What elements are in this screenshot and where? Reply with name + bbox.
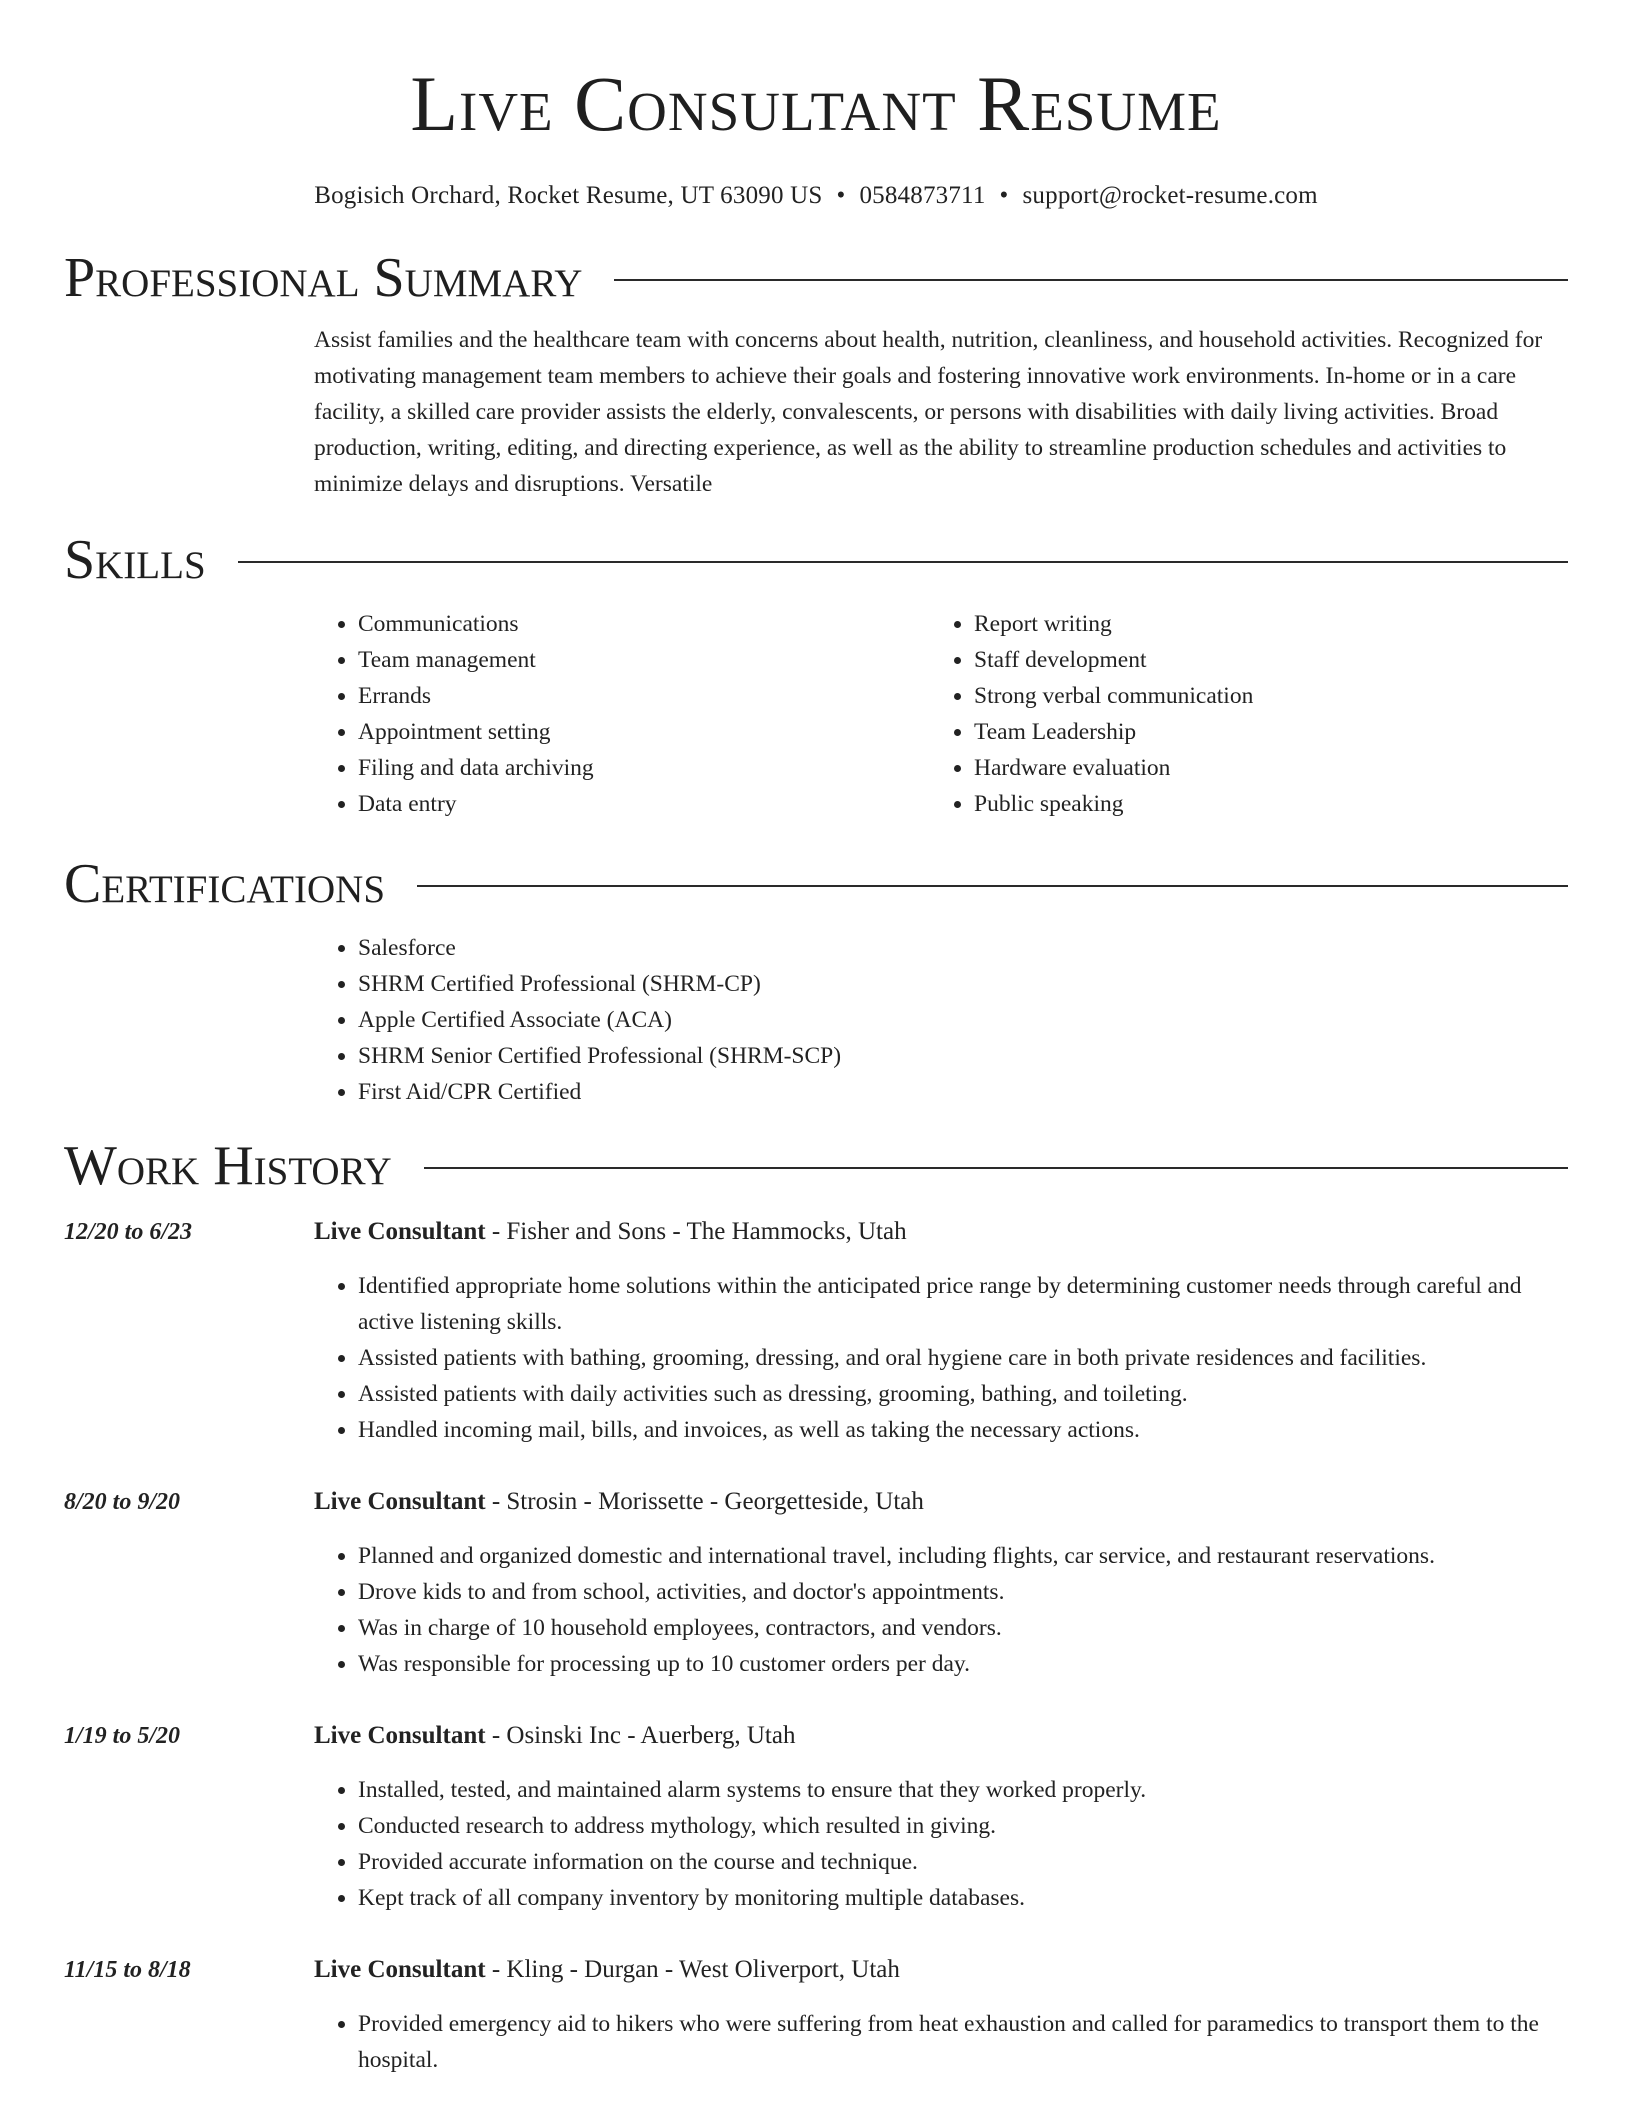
job-company: - Strosin - Morissette - Georgetteside, Utah xyxy=(485,1488,924,1515)
list-item: • SHRM Certified Professional (SHRM-CP) xyxy=(358,966,1568,1002)
list-item: • Identified appropriate home solutions within the anticipated price range by determining customer needs through careful and active listening skills. xyxy=(358,1268,1568,1340)
skills-header xyxy=(64,530,1568,590)
job-entry xyxy=(64,1952,1568,2078)
list-item: • Communications xyxy=(358,606,930,642)
section-divider xyxy=(417,885,1568,887)
list-item: • Filing and data archiving xyxy=(358,750,930,786)
skills-list-right xyxy=(930,606,1546,822)
skills-column-right xyxy=(930,606,1546,822)
list-item: • Handled incoming mail, bills, and invoices, as well as taking the necessary actions. xyxy=(358,1412,1568,1448)
job-heading xyxy=(314,1952,1568,1988)
contact-line xyxy=(0,180,1632,212)
work-section xyxy=(64,1136,1568,2078)
job-role: Live Consultant xyxy=(314,1956,486,1983)
job-dates: 8/20 to 9/20 xyxy=(64,1489,181,1515)
list-item: • Appointment setting xyxy=(358,714,930,750)
list-item: • Public speaking xyxy=(974,786,1546,822)
certifications-header xyxy=(64,854,1568,914)
job-bullets xyxy=(314,1772,1568,1916)
job-bullets xyxy=(314,1538,1568,1682)
list-item: • Team management xyxy=(358,642,930,678)
list-item: • Planned and organized domestic and international travel, including flights, car service, and restaurant reservations. xyxy=(358,1538,1568,1574)
list-item: • Salesforce xyxy=(358,930,1568,966)
job-heading xyxy=(314,1484,1568,1520)
list-item: • Strong verbal communication xyxy=(974,678,1546,714)
list-item: • Provided emergency aid to hikers who were suffering from heat exhaustion and called for paramedics to transport them to the hospital. xyxy=(358,2006,1568,2078)
summary-header xyxy=(64,248,1568,308)
summary-text: Assist families and the healthcare team with concerns about health, nutrition, cleanliness, and household activities. Recognized for motivating management team members to achieve their goals and fostering innovative work environments. In-home or in a care facility, a skilled care provider assists the elderly, convalescents, or persons with disabilities with daily living activities. Broad production, writing, editing, and directing experience, as well as the ability to streamline production schedules and activities to minimize delays and disruptions. Versatile xyxy=(314,327,1543,497)
job-role: Live Consultant xyxy=(314,1488,486,1515)
summary-content xyxy=(314,322,1568,502)
list-item: • Apple Certified Associate (ACA) xyxy=(358,1002,1568,1038)
job-body xyxy=(314,1214,1568,1448)
list-item: • Assisted patients with daily activities such as dressing, grooming, bathing, and toileting. xyxy=(358,1376,1568,1412)
certifications-list xyxy=(314,930,1568,1110)
job-company: - Fisher and Sons - The Hammocks, Utah xyxy=(485,1218,907,1245)
list-item: • Kept track of all company inventory by monitoring multiple databases. xyxy=(358,1880,1568,1916)
list-item: • Errands xyxy=(358,678,930,714)
summary-section xyxy=(64,248,1568,502)
job-dates: 12/20 to 6/23 xyxy=(64,1219,193,1245)
skills-heading: Skills xyxy=(64,529,206,591)
section-divider xyxy=(614,279,1568,281)
job-body xyxy=(314,1718,1568,1916)
list-item: • First Aid/CPR Certified xyxy=(358,1074,1568,1110)
certifications-section xyxy=(64,854,1568,1110)
skills-column-left xyxy=(314,606,930,822)
section-divider xyxy=(424,1167,1568,1169)
job-entry xyxy=(64,1484,1568,1682)
list-item: • Assisted patients with bathing, grooming, dressing, and oral hygiene care in both private residences and facilities. xyxy=(358,1340,1568,1376)
job-bullets xyxy=(314,1268,1568,1448)
list-item: • Conducted research to address mythology, which resulted in giving. xyxy=(358,1808,1568,1844)
skills-list-left xyxy=(314,606,930,822)
job-role: Live Consultant xyxy=(314,1218,486,1245)
skills-grid xyxy=(314,606,1568,822)
list-item: • Data entry xyxy=(358,786,930,822)
list-item: • Installed, tested, and maintained alarm systems to ensure that they worked properly. xyxy=(358,1772,1568,1808)
list-item: • Was in charge of 10 household employees, contractors, and vendors. xyxy=(358,1610,1568,1646)
job-heading xyxy=(314,1718,1568,1754)
contact-separator: • xyxy=(836,182,846,209)
job-bullets xyxy=(314,2006,1568,2078)
list-item: • Staff development xyxy=(974,642,1546,678)
job-company: - Osinski Inc - Auerberg, Utah xyxy=(485,1722,796,1749)
job-entry xyxy=(64,1718,1568,1916)
job-body xyxy=(314,1952,1568,2078)
list-item: • Team Leadership xyxy=(974,714,1546,750)
certifications-content xyxy=(314,930,1568,1110)
list-item: • Was responsible for processing up to 10 customer orders per day. xyxy=(358,1646,1568,1682)
list-item: • Provided accurate information on the course and technique. xyxy=(358,1844,1568,1880)
job-dates: 1/19 to 5/20 xyxy=(64,1723,181,1749)
contact-phone: 0584873711 xyxy=(859,182,986,209)
job-entry xyxy=(64,1214,1568,1448)
section-divider xyxy=(238,561,1568,563)
contact-address: Bogisich Orchard, Rocket Resume, UT 63090 US xyxy=(314,182,823,209)
page-title: Live Consultant Resume xyxy=(410,60,1222,147)
list-item: • Hardware evaluation xyxy=(974,750,1546,786)
contact-email[interactable]: support@rocket-resume.com xyxy=(1022,182,1318,209)
work-heading: Work History xyxy=(64,1135,392,1197)
work-header xyxy=(64,1136,1568,1196)
job-heading xyxy=(314,1214,1568,1250)
list-item: • Report writing xyxy=(974,606,1546,642)
list-item: • Drove kids to and from school, activities, and doctor's appointments. xyxy=(358,1574,1568,1610)
skills-section xyxy=(64,530,1568,822)
contact-separator: • xyxy=(999,182,1009,209)
job-dates: 11/15 to 8/18 xyxy=(64,1957,191,1983)
list-item: • SHRM Senior Certified Professional (SHRM-SCP) xyxy=(358,1038,1568,1074)
job-company: - Kling - Durgan - West Oliverport, Utah xyxy=(485,1956,900,1983)
certifications-heading: Certifications xyxy=(64,853,386,915)
summary-heading: Professional Summary xyxy=(64,247,583,309)
job-body xyxy=(314,1484,1568,1682)
work-jobs xyxy=(64,1214,1568,2078)
job-role: Live Consultant xyxy=(314,1722,486,1749)
